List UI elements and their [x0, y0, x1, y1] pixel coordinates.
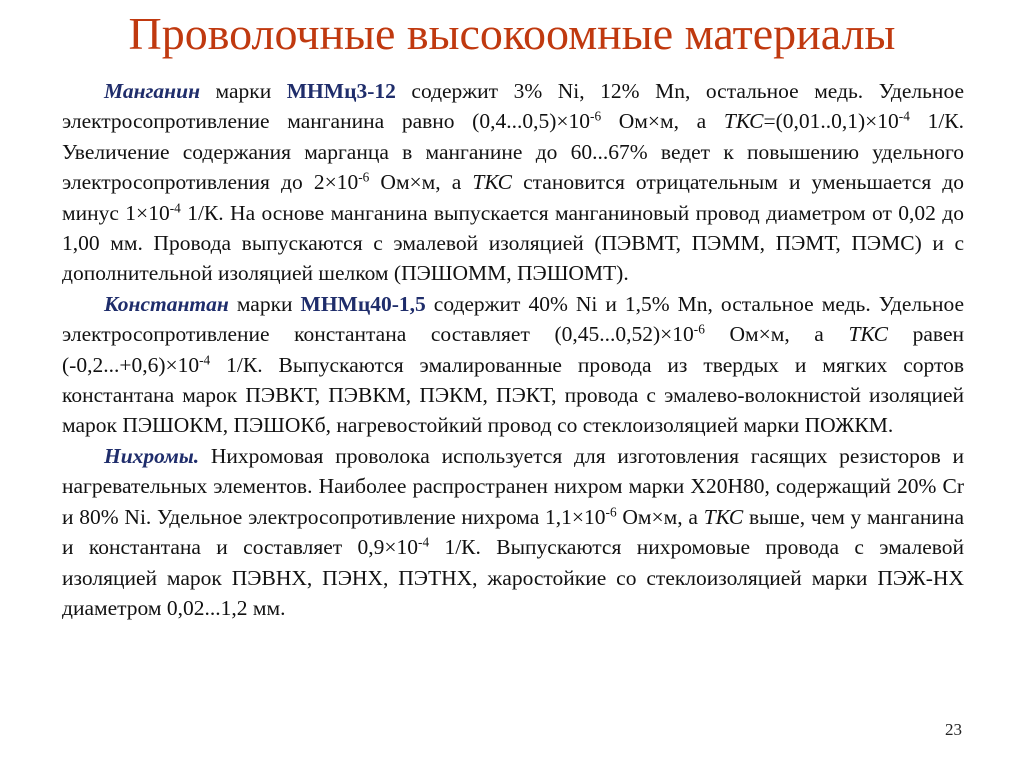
paragraph-text: 1/К. Выпускаются эмалированные провода из твердых и мягких сортов константана марок ПЭВКТ, ПЭВКМ, ПЭКМ, ПЭКТ, провода с эмалево-волокнистой изоляцией марок ПЭШОКМ, ПЭШОКб, нагревостойкий провод со стеклоизоляцией марки ПОЖКМ.	[62, 352, 964, 438]
paragraph-manganin	[62, 76, 964, 289]
paragraph-text: марки	[228, 291, 301, 316]
alloy-grade: МНМц40-1,5	[300, 291, 426, 316]
paragraph-text: выше, чем у манганина и константана и составляет 0,9×10	[62, 504, 964, 560]
superscript: -4	[418, 534, 430, 550]
paragraph-text: =(0,01..0,1)×10	[763, 109, 899, 134]
superscript: -4	[898, 109, 910, 125]
paragraph-nichrome	[62, 441, 964, 623]
material-name: Манганин	[104, 79, 201, 103]
paragraph-text: содержит 40% Ni и 1,5% Mn, остальное медь. Удельное электросопротивление константана составляет (0,45...0,52)×10	[62, 291, 965, 347]
superscript: -4	[169, 200, 181, 216]
paragraph-text: Ом×м, а	[369, 170, 473, 195]
slide-body	[62, 76, 964, 623]
superscript: -6	[693, 321, 705, 337]
paragraph-text: равен (-0,2...+0,6)×10	[62, 322, 964, 377]
page-number: 23	[945, 720, 962, 739]
paragraph-text: Ом×м, а	[616, 504, 704, 529]
paragraph-text: 1/К. Увеличение содержания марганца в манганине до 60...67% ведет к повышению удельного электросопротивления до 2×10	[62, 109, 965, 195]
material-name: Константан	[104, 291, 229, 316]
paragraph-text: марки	[200, 79, 287, 103]
tks-abbreviation: ТКС	[723, 109, 764, 134]
paragraph-text: Нихромовая проволока используется для изготовления гасящих резисторов и нагревательных элементов. Наиболее распространен нихром марки Х20Н80, содержащий 20% Cr и 80% Ni. Удельное электросопротивление нихрома 1,1×10	[62, 443, 964, 529]
superscript: -4	[199, 352, 211, 368]
paragraph-konstantan	[62, 289, 964, 441]
superscript: -6	[590, 109, 602, 125]
tks-abbreviation: ТКС	[703, 504, 744, 529]
paragraph-text: Ом×м, а	[601, 109, 724, 134]
tks-abbreviation: ТКС	[848, 322, 889, 347]
paragraph-text: 1/К. На основе манганина выпускается манганиновый провод диаметром от 0,02 до 1,00 мм. Провода выпускаются с эмалевой изоляцией (ПЭВМТ, ПЭММ, ПЭМТ, ПЭМС) и с дополнительной изоляцией шелком (ПЭШОММ, ПЭШОМТ).	[62, 200, 964, 286]
slide-title: Проволочные высокоомные материалы	[128, 8, 896, 59]
paragraph-text: становится отрицательным и уменьшается до минус 1×10	[62, 170, 964, 225]
superscript: -6	[605, 504, 617, 520]
alloy-grade: МНМц3-12	[286, 79, 396, 103]
paragraph-text: содержит 3% Ni, 12% Mn, остальное медь. Удельное электросопротивление манганина равно (0,4...0,5)×10	[62, 79, 964, 134]
tks-abbreviation: ТКС	[472, 170, 512, 195]
paragraph-text: 1/К. Выпускаются нихромовые провода с эмалевой изоляцией марок ПЭВНХ, ПЭНХ, ПЭТНХ, жаростойкие со стеклоизоляцией марки ПЭЖ-НХ диаметром 0,02...1,2 мм.	[62, 535, 964, 620]
superscript: -6	[358, 169, 370, 185]
paragraph-text: Ом×м, а	[704, 322, 849, 347]
material-name: Нихромы.	[104, 443, 200, 468]
